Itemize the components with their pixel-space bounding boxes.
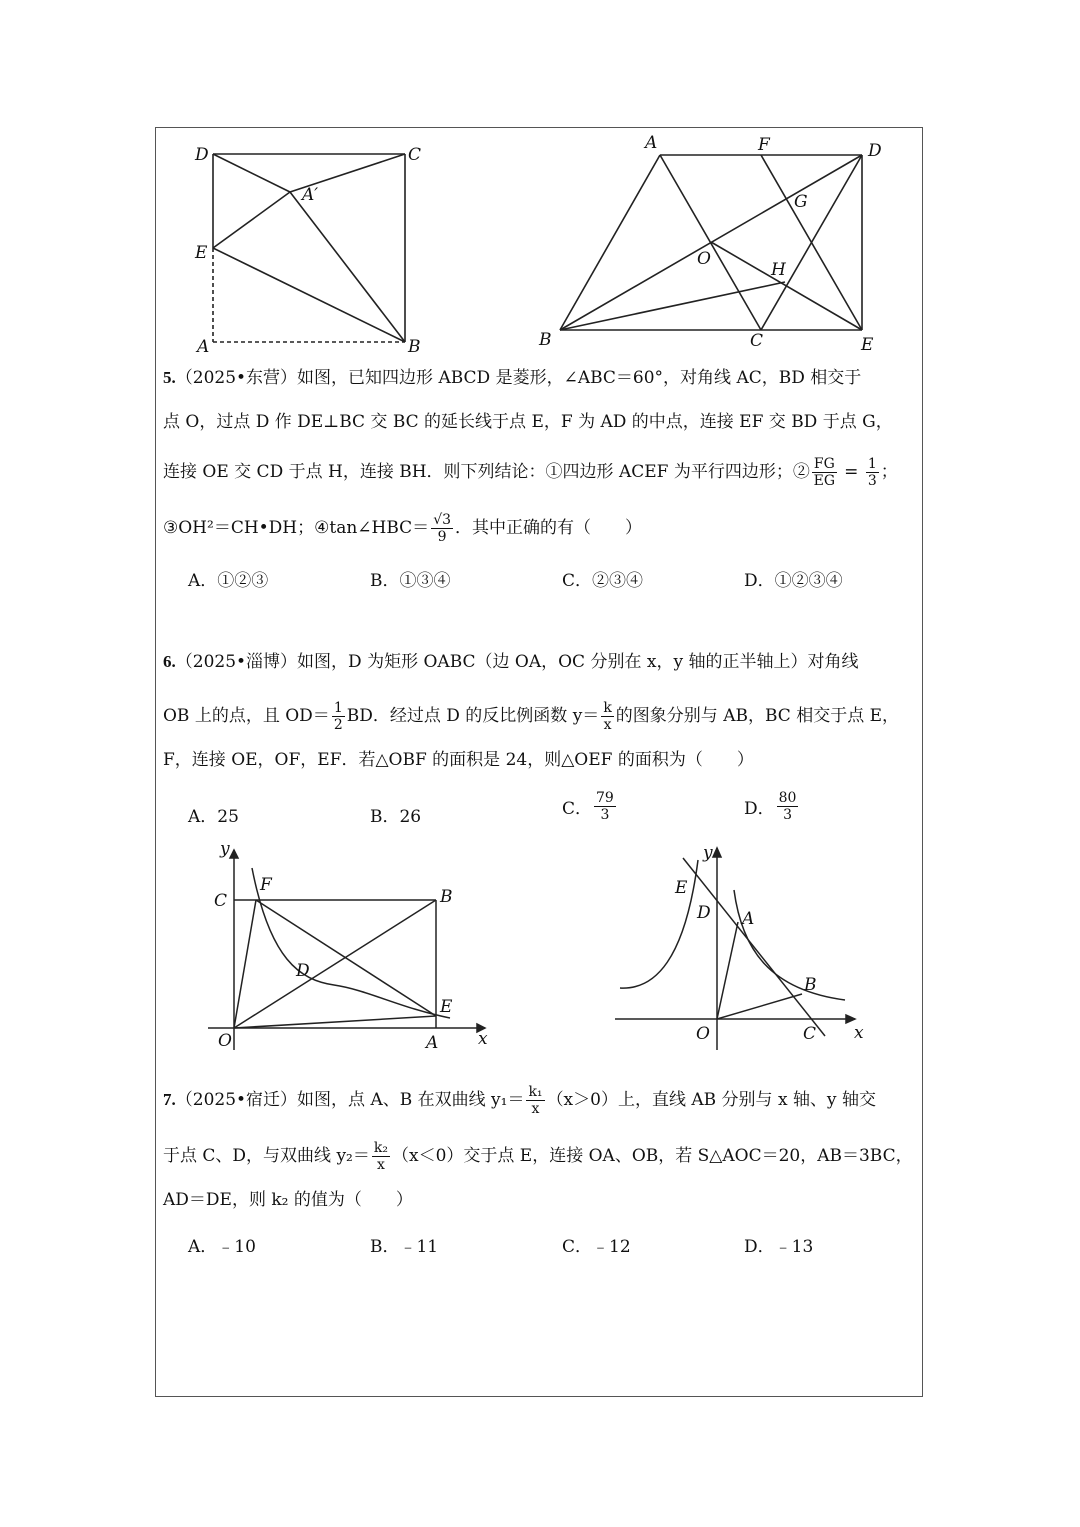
label-E: E [861, 335, 874, 355]
q5-line1: 5.（2025•东营）如图，已知四边形 ABCD 是菱形，∠ABC＝60°，对角线 AC，BD 相交于 [163, 368, 862, 388]
q7-option-d[interactable]: D．﹣13 [744, 1237, 814, 1257]
label-C: C [803, 1024, 817, 1044]
label-A: A [426, 1033, 439, 1053]
fraction-fg-eg: $\frac{FG}{EG}$ [813, 456, 836, 489]
q6-line2: OB 上的点，且 OD＝ $\frac{1}{2}$ BD．经过点 D 的反比例函数 y＝ $\frac{k}{x}$ 的图象分别与 AB，BC 相交于点 E， [163, 700, 900, 733]
q7-line3: AD＝DE，则 k₂ 的值为（ ） [163, 1190, 413, 1210]
label-F: F [260, 875, 272, 895]
label-C: C [408, 145, 422, 165]
axis-x-label: x [478, 1029, 488, 1049]
q7-option-a[interactable]: A．﹣10 [188, 1237, 256, 1257]
label-D: D [195, 145, 209, 165]
fraction-one-half: $\frac{1}{2}$ [333, 700, 343, 733]
fraction-80-3: $\frac{80}{3}$ [778, 790, 797, 823]
label-B: B [804, 975, 817, 995]
label-E: E [675, 878, 688, 898]
q6-option-b[interactable]: B．26 [370, 807, 422, 827]
fraction-k2-x: $\frac{\text{k₂}}{x}$ [373, 1140, 388, 1173]
q6-line3: F，连接 OE，OF，EF．若△OBF 的面积是 24，则△OEF 的面积为（ ） [163, 750, 754, 770]
axis-y-label: y [703, 843, 713, 863]
fraction-one-third: $\frac{1}{3}$ [867, 456, 877, 489]
q7-option-b[interactable]: B．﹣11 [370, 1237, 439, 1257]
rhombus-figure [535, 130, 895, 355]
label-D: D [697, 903, 711, 923]
q5-line2: 点 O，过点 D 作 DE⊥BC 交 BC 的延长线于点 E，F 为 AD 的中点，连接 EF 交 BD 于点 G， [163, 412, 893, 432]
rectangle-figure [200, 840, 500, 1055]
q5-option-a[interactable]: A．①②③ [188, 571, 269, 591]
label-O: O [697, 249, 711, 269]
label-B: B [440, 887, 453, 907]
fraction-79-3: $\frac{79}{3}$ [596, 790, 614, 823]
square-figure [190, 140, 430, 355]
q5-line3: 连接 OE 交 CD 于点 H，连接 BH．则下列结论：①四边形 ACEF 为平行四边形；② $\frac{FG}{EG}$ = $\frac{1}{3}$ ； [163, 456, 898, 489]
q5-option-b[interactable]: B．①③④ [370, 571, 451, 591]
label-E: E [440, 997, 453, 1017]
fraction-k-x: $\frac{k}{x}$ [603, 700, 612, 733]
hyperbola-figure [610, 840, 880, 1055]
label-O: O [218, 1031, 232, 1051]
q6-line1: 6.（2025•淄博）如图，D 为矩形 OABC（边 OA，OC 分别在 x，y 轴的正半轴上）对角线 [163, 652, 859, 672]
label-B: B [539, 330, 552, 350]
q5-option-c[interactable]: C．②③④ [562, 571, 644, 591]
label-D: D [868, 141, 882, 161]
axis-x-label: x [854, 1023, 864, 1043]
label-E: E [195, 243, 208, 263]
label-C: C [214, 891, 228, 911]
label-D: D [296, 961, 310, 981]
label-A: A [645, 133, 658, 153]
label-A: A [742, 909, 755, 929]
label-H: H [771, 260, 786, 280]
label-A-prime: A′ [302, 185, 319, 205]
label-B: B [408, 337, 421, 355]
axis-y-label: y [220, 840, 230, 859]
label-G: G [794, 192, 808, 212]
q6-option-d[interactable]: D． $\frac{80}{3}$ [744, 790, 797, 823]
label-O: O [696, 1024, 710, 1044]
q5-line4: ③OH²＝CH•DH；④tan∠HBC＝ $\frac{√3}{9}$ ．其中正确的有（ ） [163, 512, 643, 545]
q7-line1: 7.（2025•宿迁）如图，点 A、B 在双曲线 y₁＝ $\frac{\text{k₁}}{x}$ （x＞0）上，直线 AB 分别与 x 轴、y 轴交 [163, 1084, 876, 1117]
q7-line2: 于点 C、D，与双曲线 y₂＝ $\frac{\text{k₂}}{x}$ （x＜0）交于点 E，连接 OA、OB，若 S△AOC＝20，AB＝3BC， [163, 1140, 913, 1173]
fraction-sqrt3-9: $\frac{√3}{9}$ [433, 512, 452, 545]
fraction-k1-x: $\frac{\text{k₁}}{x}$ [528, 1084, 543, 1117]
q7-option-c[interactable]: C．﹣12 [562, 1237, 631, 1257]
label-F: F [758, 135, 770, 155]
label-A: A [197, 337, 210, 355]
q6-option-c[interactable]: C． $\frac{79}{3}$ [562, 790, 614, 823]
q6-option-a[interactable]: A．25 [188, 807, 239, 827]
label-C: C [750, 331, 764, 351]
q5-option-d[interactable]: D．①②③④ [744, 571, 843, 591]
